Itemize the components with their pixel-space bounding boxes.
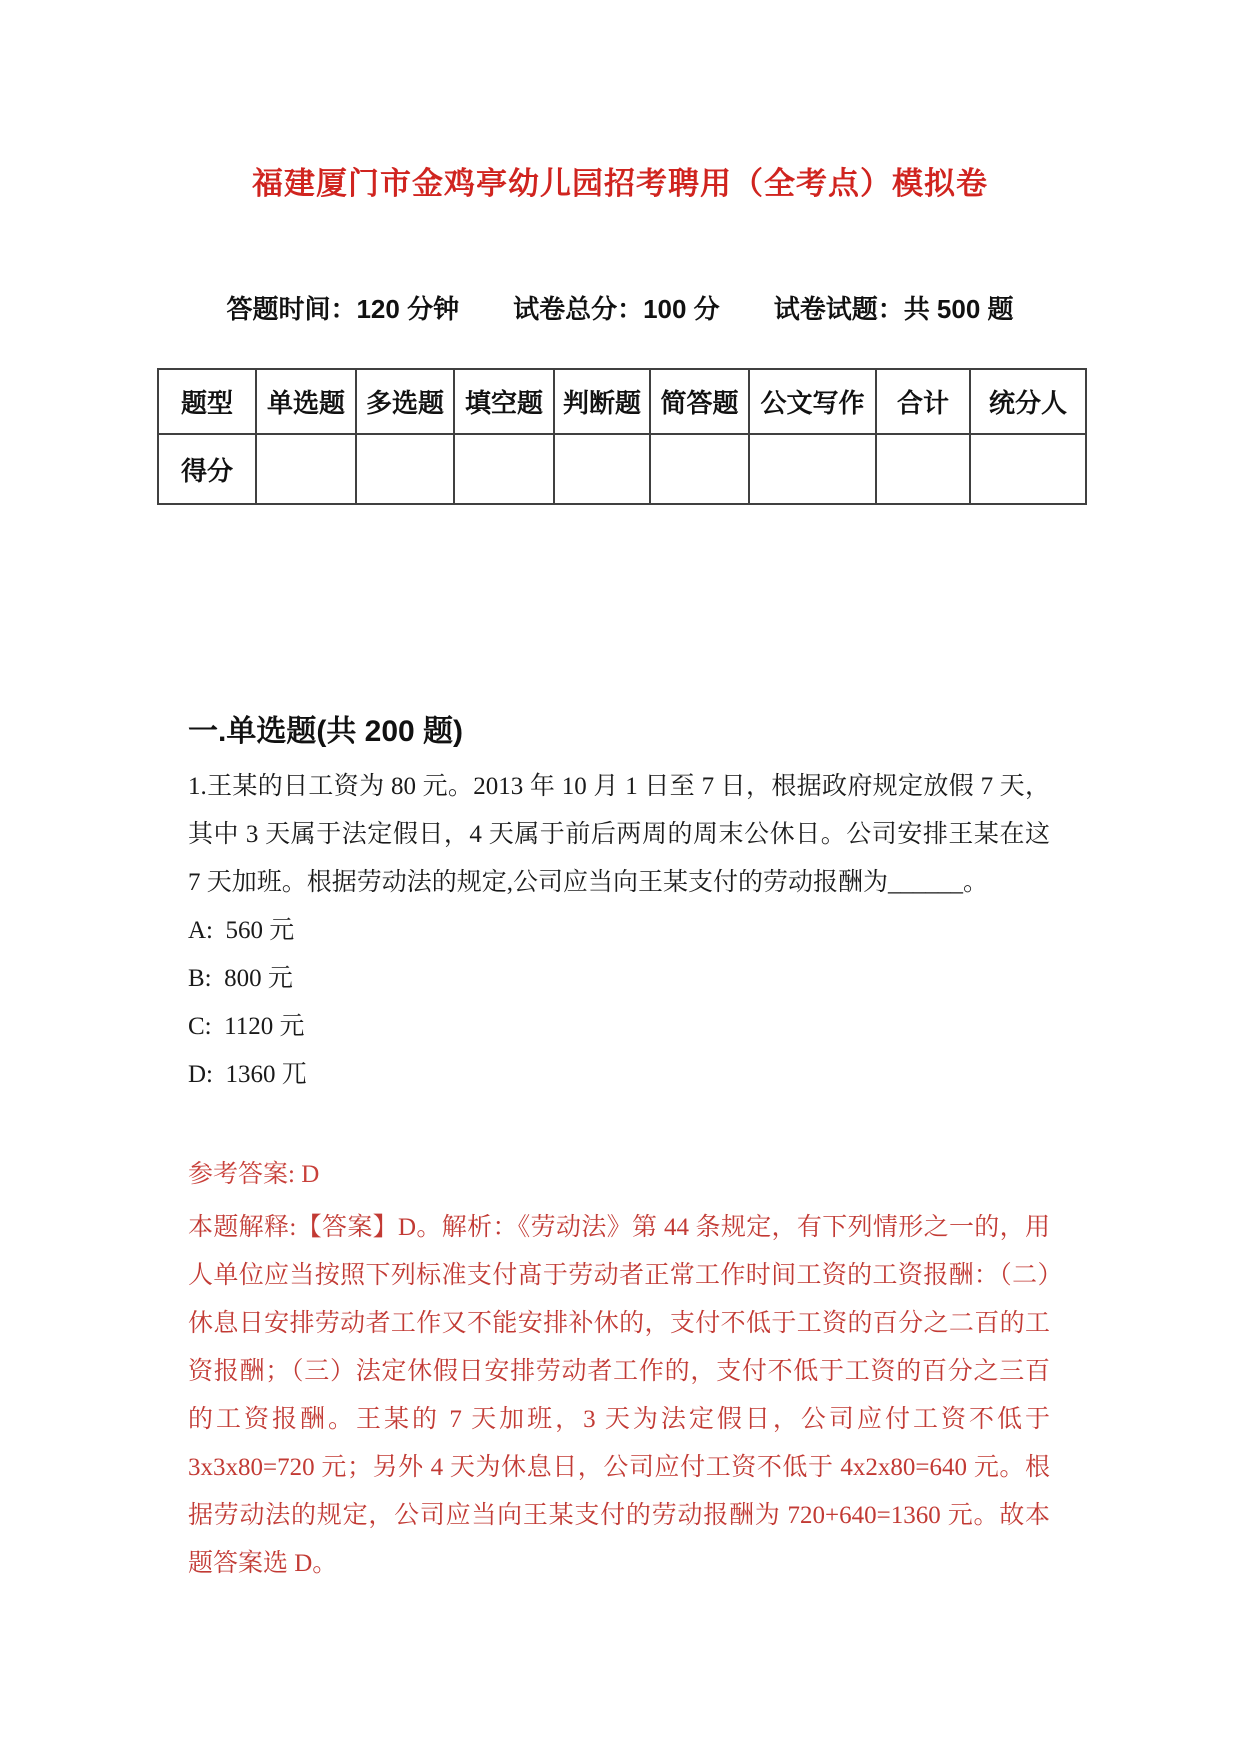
score-table-score-row	[158, 434, 1086, 504]
score-cell	[256, 434, 356, 504]
options-list	[188, 907, 1050, 1099]
header-true-false: 判断题	[554, 369, 650, 434]
exam-total-score: 试卷总分：100 分	[513, 294, 720, 324]
header-total: 合计	[876, 369, 970, 434]
option-d: D: 1360 兀	[188, 1061, 307, 1088]
option-a: A: 560 元	[188, 917, 295, 944]
header-single-choice: 单选题	[256, 369, 356, 434]
score-table-header-row	[158, 369, 1086, 434]
question-text: 1.王某的日工资为 80 元。2013 年 10 月 1 日至 7 日，根据政府规定放假 7 天，其中 3 天属于法定假日，4 天属于前后两周的周末公休日。公司安排王某在这 7 天加班。根据劳动法的规定,公司应当向王某支付的劳动报酬为______。	[188, 773, 1050, 896]
exam-question-count: 试卷试题：共 500 题	[773, 294, 1014, 324]
header-official-writing: 公文写作	[749, 369, 876, 434]
score-cell	[749, 434, 876, 504]
option-b: B: 800 元	[188, 965, 293, 992]
score-table	[157, 368, 1087, 505]
score-cell	[650, 434, 749, 504]
question-block	[188, 763, 1050, 1588]
header-question-type: 题型	[158, 369, 256, 434]
score-row-label: 得分	[158, 434, 256, 504]
option-c: C: 1120 元	[188, 1013, 305, 1040]
header-multi-choice: 多选题	[356, 369, 454, 434]
header-short-answer: 简答题	[650, 369, 749, 434]
score-cell	[356, 434, 454, 504]
section-heading-single-choice: 一.单选题(共 200 题)	[188, 715, 464, 748]
score-cell	[554, 434, 650, 504]
answer-explanation: 本题解释:【答案】D。解析：《劳动法》第 44 条规定，有下列情形之一的，用人单位应当按照下列标准支付髙于劳动者正常工作时间工资的工资报酬：（二）休息日安排劳动者工作又不能安排补休的，支付不低于工资的百分之二百的工资报酬；（三）法定休假日安排劳动者工作的，支付不低于工资的百分之三百的工资报酬。王某的 7 天加班，3 天为法定假日，公司应付工资不低于 3x3x80=720 元；另外 4 天为休息日，公司应付工资不低于 4x2x80=640 元。根据劳动法的规定，公司应当向王某支付的劳动报酬为 720+640=1360 元。故本题答案选 D。	[188, 1214, 1050, 1577]
exam-info-line	[0, 289, 1240, 326]
score-cell	[970, 434, 1086, 504]
exam-time: 答题时间：120 分钟	[226, 294, 460, 324]
document-title: 福建厦门市金鸡亭幼儿园招考聘用（全考点）模拟卷	[252, 166, 988, 201]
score-cell	[876, 434, 970, 504]
header-score-counter: 统分人	[970, 369, 1086, 434]
header-fill-blank: 填空题	[454, 369, 554, 434]
score-cell	[454, 434, 554, 504]
reference-answer: 参考答案: D	[188, 1161, 320, 1188]
